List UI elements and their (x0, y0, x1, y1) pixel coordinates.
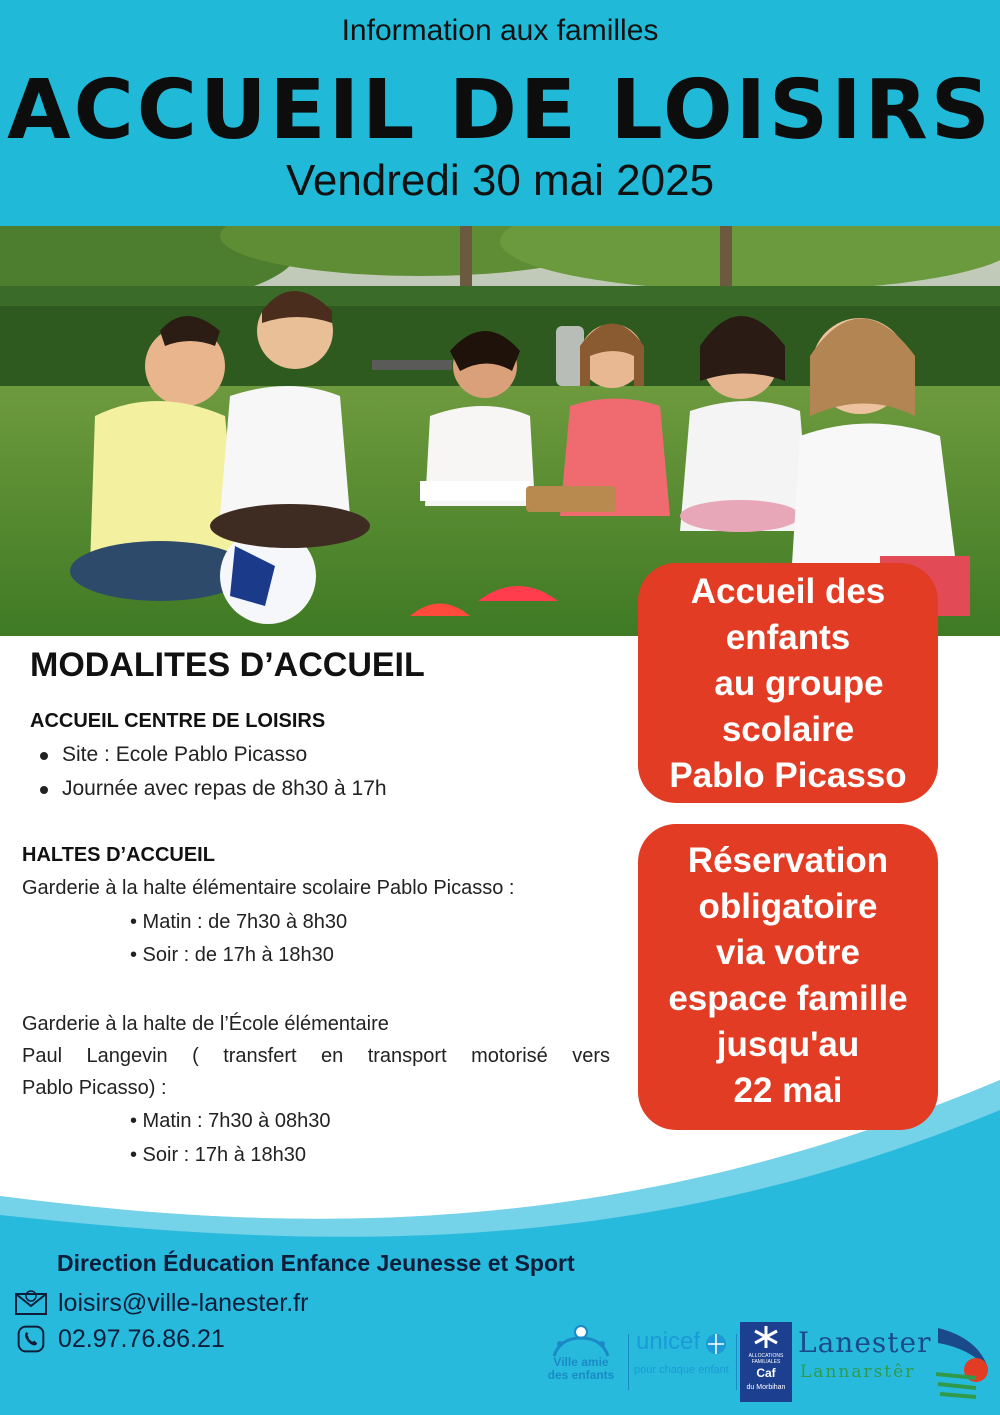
ville-amie-logo (540, 1322, 622, 1402)
lanester-emblem (932, 1324, 998, 1400)
halte2-line1: Garderie à la halte de l’École élémentaire (22, 1013, 389, 1035)
halte2-line2: Paul Langevin ( transfert en transport motorisé vers (22, 1045, 610, 1067)
envelope-icon (14, 1288, 48, 1318)
halte1-intro: Garderie à la halte élémentaire scolaire Pablo Picasso : (22, 877, 515, 899)
callout-line: enfants (725, 618, 851, 657)
callout-line: Accueil des (690, 572, 886, 611)
callout-line: via votre (716, 933, 860, 972)
callout-line: 22 mai (733, 1071, 843, 1110)
lanester-breton: Lannarstêr (800, 1362, 916, 1382)
divider (736, 1334, 737, 1390)
callout-line: Pablo Picasso (669, 756, 907, 795)
divider (628, 1334, 629, 1390)
list-item: • Matin : 7h30 à 08h30 (130, 1110, 331, 1132)
snowflake-icon (740, 1322, 792, 1352)
unicef-tagline: pour chaque enfant (634, 1364, 729, 1376)
centre-list (30, 738, 387, 806)
lanester-logo: Lanester (798, 1326, 932, 1359)
event-date: Vendredi 30 mai 2025 (285, 156, 715, 205)
caf-logo (740, 1322, 792, 1402)
globe-icon (704, 1332, 728, 1356)
list-item: • Matin : de 7h30 à 8h30 (130, 911, 348, 933)
list-item: • Soir : de 17h à 18h30 (130, 944, 334, 966)
phone-number[interactable]: 02.97.76.86.21 (58, 1324, 225, 1353)
list-item: • Soir : 17h à 18h30 (130, 1144, 307, 1166)
callout-line: espace famille (668, 979, 908, 1018)
page-title: ACCUEIL DE LOISIRS (7, 63, 993, 158)
halte2-line3: Pablo Picasso) : (22, 1077, 167, 1099)
caf-line2: Caf (756, 1366, 776, 1380)
location-callout (638, 563, 938, 803)
caf-line3: du Morbihan (746, 1384, 786, 1391)
ville-amie-icon (540, 1322, 622, 1358)
modalites-title: MODALITES D’ACCUEIL (30, 646, 425, 684)
ville-amie-text: Ville amie des enfants (547, 1355, 615, 1382)
email-link[interactable]: loisirs@ville-lanester.fr (58, 1288, 309, 1317)
callout-line: jusqu'au (716, 1025, 860, 1064)
list-item: Journée avec repas de 8h30 à 17h (30, 772, 387, 806)
header-supertitle: Information aux familles (341, 14, 659, 47)
centre-title: ACCUEIL CENTRE DE LOISIRS (30, 710, 326, 732)
reservation-callout (638, 824, 938, 1130)
list-item: Site : Ecole Pablo Picasso (30, 738, 387, 772)
callout-line: scolaire (721, 710, 855, 749)
callout-line: au groupe (714, 664, 884, 703)
email-contact[interactable] (14, 1288, 308, 1318)
phone-contact[interactable] (14, 1324, 225, 1354)
callout-line: obligatoire (698, 887, 878, 926)
direction-name: Direction Éducation Enfance Jeunesse et Sport (57, 1250, 575, 1276)
callout-line: Réservation (687, 841, 889, 880)
haltes-title: HALTES D’ACCUEIL (22, 844, 215, 866)
caf-line1: ALLOCATIONS FAMILIALES (748, 1353, 784, 1365)
unicef-logo: unicef (636, 1328, 701, 1355)
phone-icon (14, 1324, 48, 1354)
partner-logos (540, 1322, 1000, 1402)
